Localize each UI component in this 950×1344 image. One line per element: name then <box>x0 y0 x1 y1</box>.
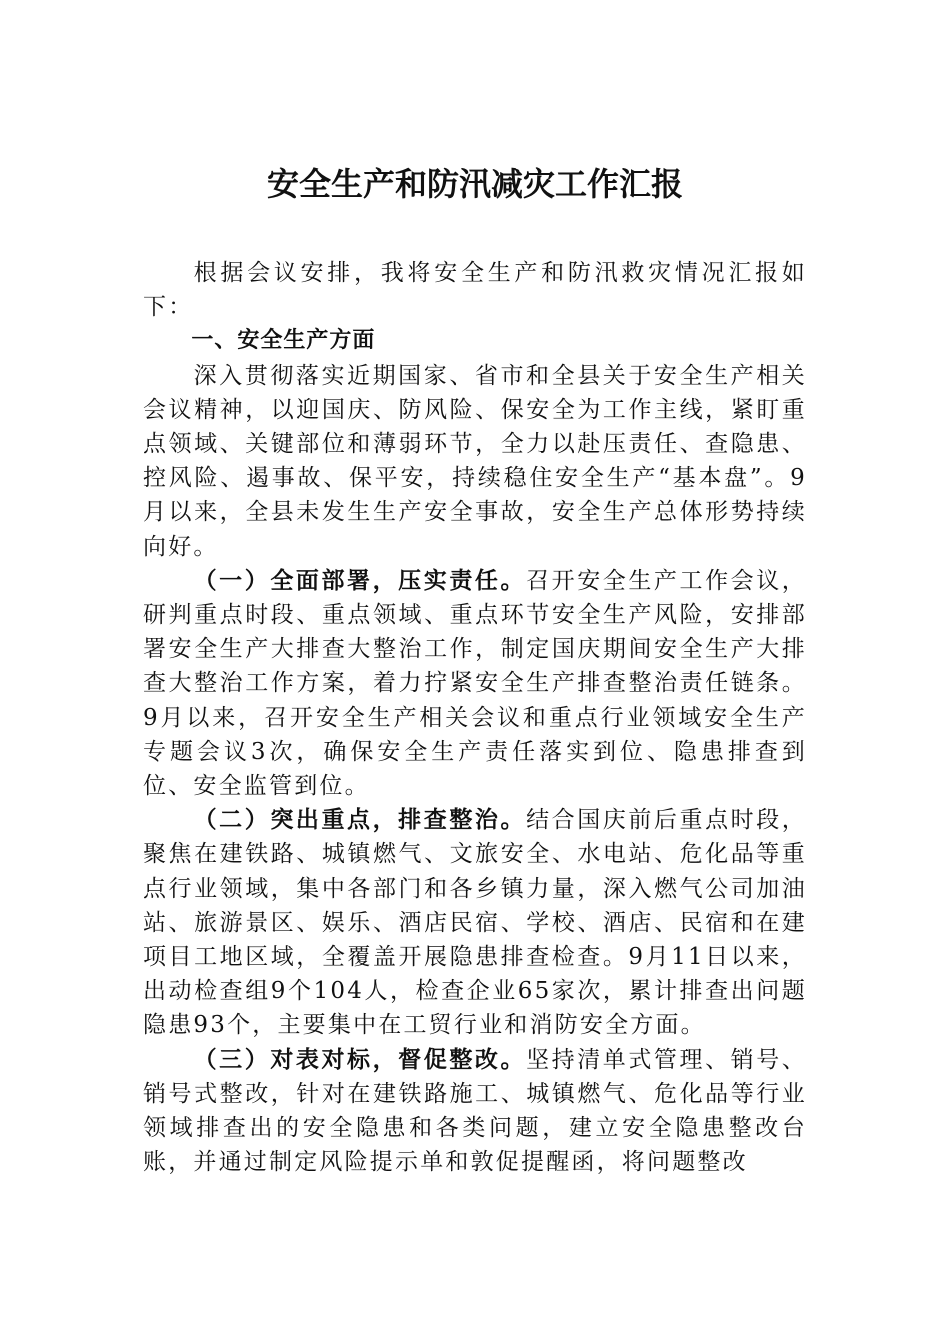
section-heading-safety: 一、安全生产方面 <box>191 328 376 354</box>
item-text-2: 结合国庆前后重点时段，聚焦在建铁路、城镇燃气、文旅安全、水电站、危化品等重点行业领域，集中各部门和各乡镇力量，深入燃气公司加油站、旅游景区、娱乐、酒店民宿、学校、酒店、民宿和在建项目工地区域，全覆盖开展隐患排查检查。9月11日以来，出动检查组9个104人，检查企业65家次，累计排查出问题隐患93个，主要集中在工贸行业和消防安全方面。 <box>143 807 807 1039</box>
document-title: 安全生产和防汛减灾工作汇报 <box>266 165 683 203</box>
item-lead-1: （一）全面部署，压实责任。 <box>193 566 527 594</box>
intro-paragraph: 根据会议安排，我将安全生产和防汛救灾情况汇报如下： <box>143 260 807 321</box>
item-paragraph-2 <box>143 803 807 1042</box>
item-paragraph-1 <box>143 564 807 803</box>
document-body <box>143 256 807 1179</box>
section-paragraph-safety: 深入贯彻落实近期国家、省市和全县关于安全生产相关会议精神，以迎国庆、防风险、保安全为工作主线，紧盯重点领域、关键部位和薄弱环节，全力以赴压责任、查隐患、控风险、遏事故、保平安，持续稳住安全生产“基本盘”。9月以来，全县未发生生产安全事故，安全生产总体形势持续向好。 <box>143 362 807 560</box>
item-paragraph-3 <box>143 1043 807 1180</box>
item-text-1: 召开安全生产工作会议，研判重点时段、重点领域、重点环节安全生产风险，安排部署安全生产大排查大整治工作，制定国庆期间安全生产大排查大整治工作方案，着力拧紧安全生产排查整治责任链条。9月以来，召开安全生产相关会议和重点行业领域安全生产专题会议3次，确保安全生产责任落实到位、隐患排查到位、安全监管到位。 <box>143 567 807 800</box>
item-text-3: 坚持清单式管理、销号、销号式整改，针对在建铁路施工、城镇燃气、危化品等行业领域排查出的安全隐患和各类问题，建立安全隐患整改台账，并通过制定风险提示单和敦促提醒函，将问题整改 <box>143 1046 807 1176</box>
item-lead-2: （二）突出重点，排查整治。 <box>193 806 527 834</box>
item-lead-3: （三）对表对标，督促整改。 <box>193 1045 527 1073</box>
